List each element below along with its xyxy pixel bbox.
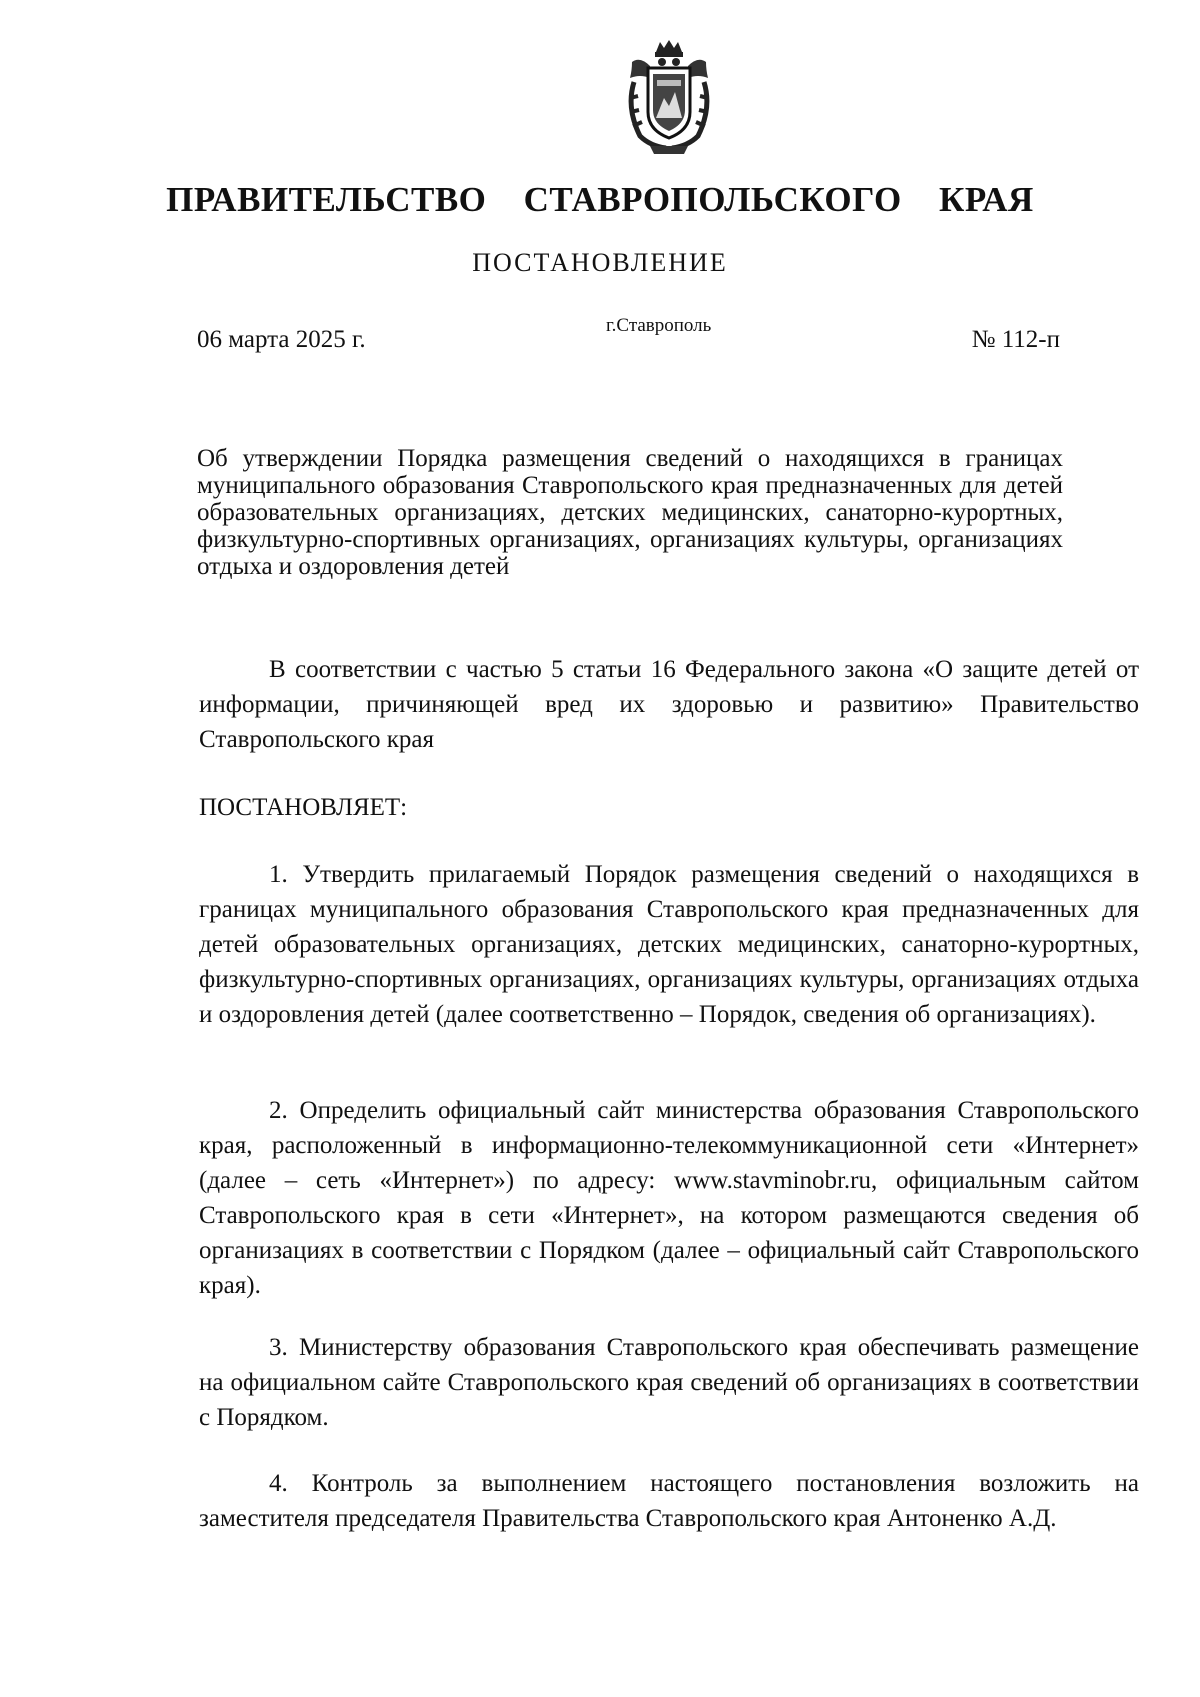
organization-title: ПРАВИТЕЛЬСТВО СТАВРОПОЛЬСКОГО КРАЯ — [166, 180, 1034, 219]
resolution-item-4: 4. Контроль за выполнением настоящего постановления возложить на заместителя председателя Правительства Ставропольского края Антоненко А.Д. — [199, 1470, 1139, 1532]
preamble-paragraph: В соответствии с частью 5 статьи 16 Федерального закона «О защите детей от информации, причиняющей вред их здоровью и развитию» Правительство Ставропольского края — [199, 656, 1139, 753]
document-city: г.Ставрополь — [606, 315, 712, 336]
coat-of-arms-emblem — [620, 38, 718, 156]
resolution-item-2: 2. Определить официальный сайт министерства образования Ставропольского края, расположенный в информационно-телекоммуникационной сети «Интернет» (далее – сеть «Интернет») по адресу: www.stavminobr.ru, официальным сайтом Ставропольского края в сети «Интернет», на котором размещаются сведения об организациях в соответствии с Порядком (далее – официальный сайт Ставропольского края). — [199, 1097, 1139, 1299]
document-type: ПОСТАНОВЛЕНИЕ — [472, 248, 728, 277]
resolution-item-1: 1. Утвердить прилагаемый Порядок размещения сведений о находящихся в границах муниципального образования Ставропольского края предназначенных для детей образовательных организациях, детских медицинских, санаторно-курортных, физкультурно-спортивных организациях, организациях культуры, организациях отдыха и оздоровления детей (далее соответственно – Порядок, сведения об организациях). — [199, 861, 1139, 1028]
resolves-heading: ПОСТАНОВЛЯЕТ: — [199, 794, 408, 821]
resolution-item-3: 3. Министерству образования Ставропольского края обеспечивать размещение на официальном сайте Ставропольского края сведений об организациях в соответствии с Порядком. — [199, 1334, 1139, 1431]
document-date: 06 марта 2025 г. — [197, 326, 366, 353]
document-subject: Об утверждении Порядка размещения сведений о находящихся в границах муниципального образования Ставропольского края предназначенных для детей образовательных организациях, детских медицинских, санаторно-курортных, физкультурно-спортивных организациях, организациях культуры, организациях отдыха и оздоровления детей — [197, 445, 1063, 580]
document-number: № 112-п — [971, 326, 1060, 353]
